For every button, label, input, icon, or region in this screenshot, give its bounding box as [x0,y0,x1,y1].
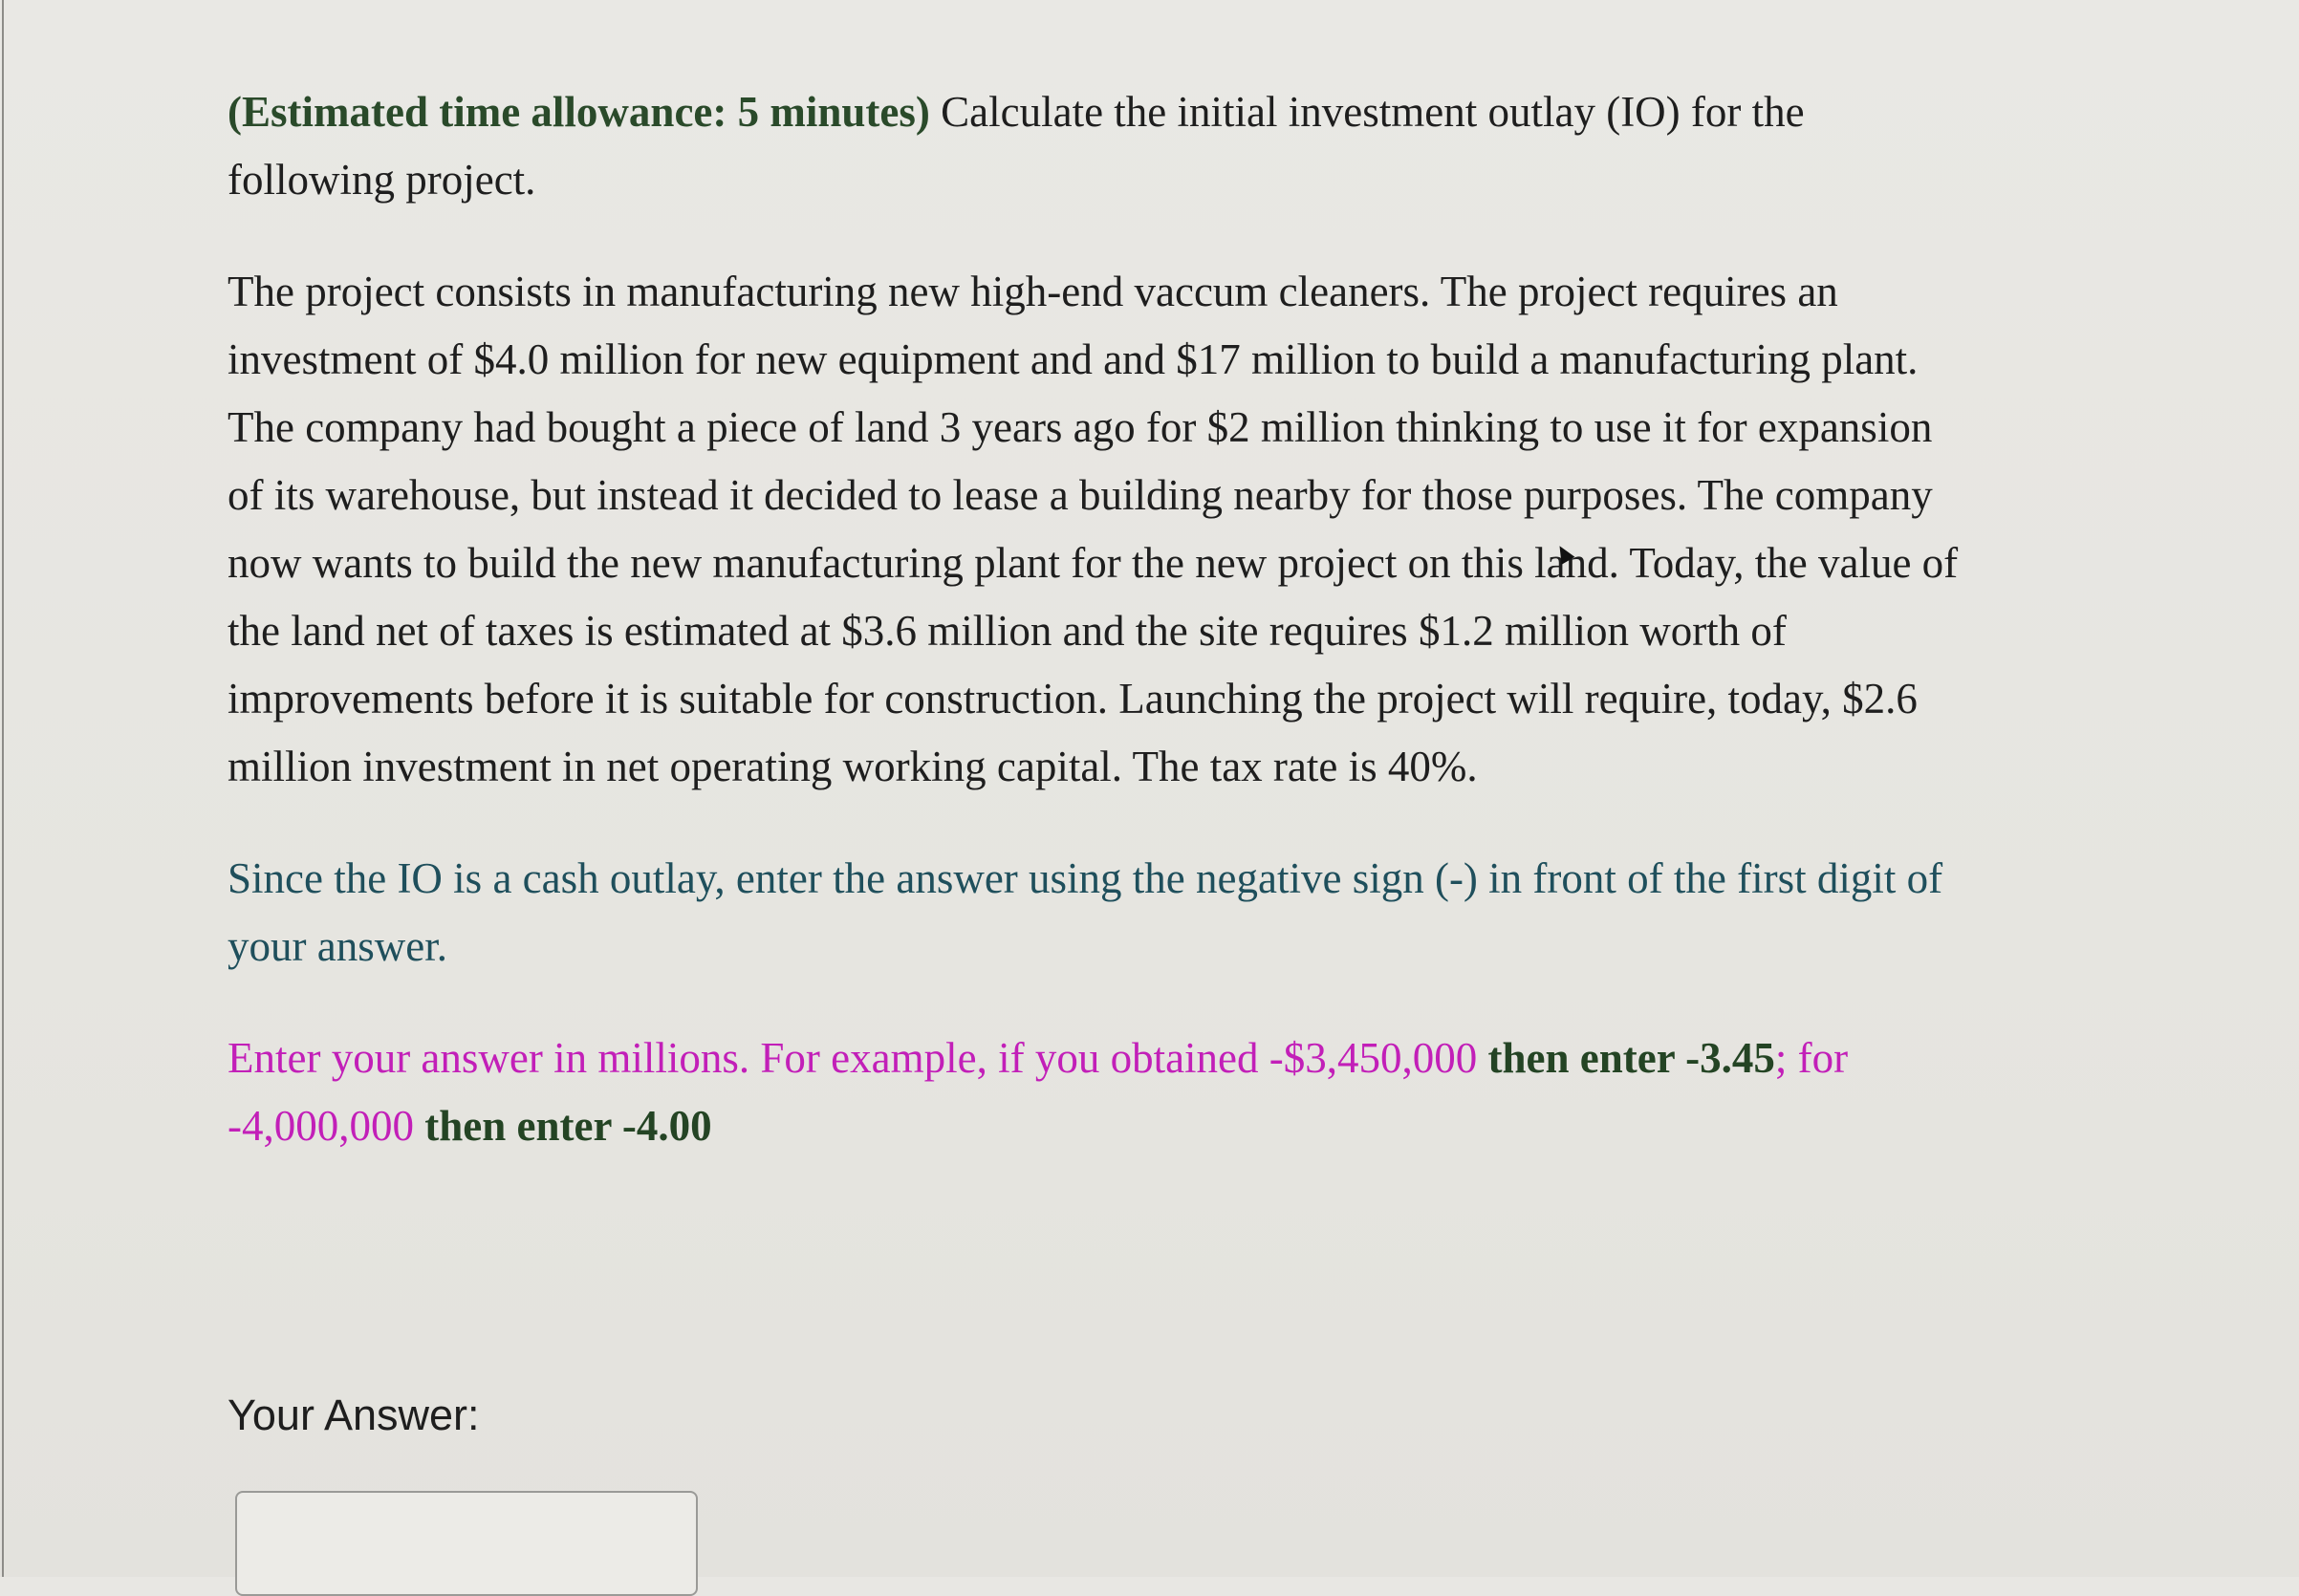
sign-instruction: Since the IO is a cash outlay, enter the answer using the negative sign (-) in front of the first digit of your answer. [228,854,1943,970]
project-description: The project consists in manufacturing new high-end vaccum cleaners. The project requires an investment of $4.0 million for new equipment and and $17 million to build a manufacturing plant. The company had bought a piece of land 3 years ago for $2 million thinking to use it for expansion of its warehouse, but instead it decided to lease a building nearby for those purposes. The company now wants to build the new manufacturing plant for the new project on this land. Today, the value of the land net of taxes is estimated at $3.6 million and the site requires $1.2 million worth of improvements before it is suitable for construction. Launching the project will require, today, $2.6 million investment in net operating working capital. The tax rate is 40%. [228,268,1959,790]
answer-input[interactable] [235,1491,698,1596]
format-instruction [228,1024,1967,1160]
format-example-2-value: -4,000,000 [228,1102,414,1150]
format-note-separator: ; for [1774,1034,1849,1082]
format-example-1: then enter -3.45 [1477,1034,1775,1082]
format-example-2: then enter -4.00 [414,1102,712,1150]
question-content [228,78,1967,1204]
question-intro [228,78,1967,214]
screen-edge-divider [2,0,4,1577]
time-allowance: (Estimated time allowance: 5 minutes) [228,88,930,136]
question-instruction: Calculate the initial investment outlay (IO) for the following project. [228,88,1805,204]
format-note-text: Enter your answer in millions. For example, if you obtained -$3,450,000 [228,1034,1478,1082]
answer-label: Your Answer: [228,1391,480,1439]
